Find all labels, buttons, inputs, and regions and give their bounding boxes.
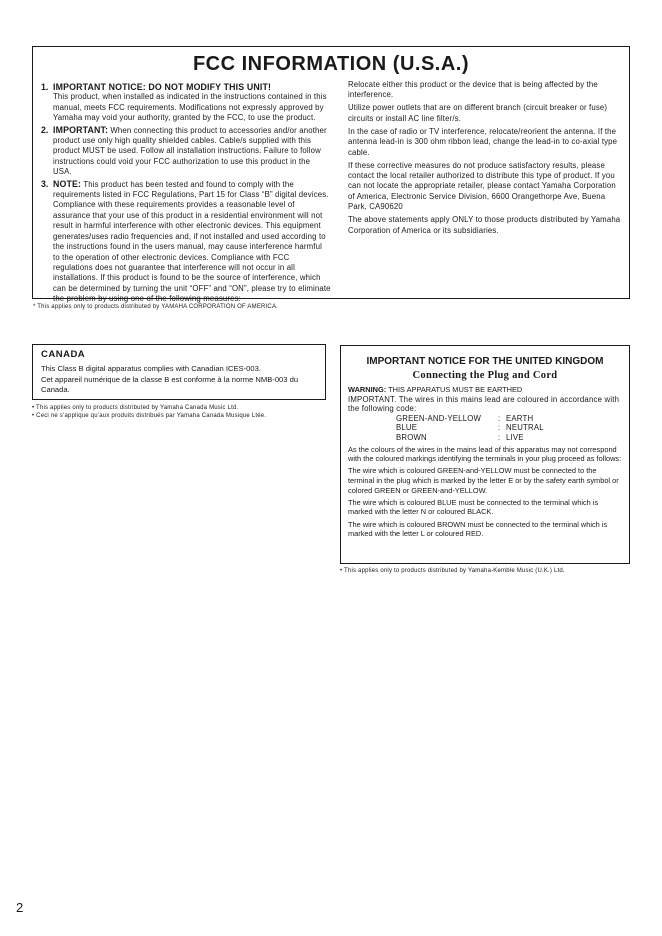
uk-footnote: • This applies only to products distributed by Yamaha-Kemble Music (U.K.) Ltd.: [340, 568, 565, 574]
fcc-measure-paragraph: Relocate either this product or the device that is being affected by the interference.: [348, 80, 598, 100]
wire-meaning: NEUTRAL: [506, 423, 544, 433]
uk-paragraph: As the colours of the wires in the mains lead of this apparatus may not correspond with the coloured markings identifying the terminals in your plug proceed as follows:: [348, 444, 622, 464]
canada-footnote: • Ceci ne s’applique qu’aux produits distribués par Yamaha Canada Musique Ltée.: [32, 413, 267, 419]
wire-meaning: LIVE: [506, 432, 524, 442]
uk-warning-text: THIS APPARATUS MUST BE EARTHED: [388, 385, 523, 394]
wire-row: [396, 433, 624, 443]
fcc-item-number: 3.: [41, 178, 49, 189]
uk-paragraph: The wire which is coloured BROWN must be connected to the terminal which is marked with the letter L or coloured RED.: [348, 519, 608, 539]
wire-meaning: EARTH: [506, 413, 534, 423]
fcc-measure-paragraph: In the case of radio or TV interference, relocate/reorient the antenna. If the antenna lead-in is 300 ohm ribbon lead, change the lead-in to co-axial type cable.: [348, 126, 618, 157]
wire-color: BLUE: [396, 423, 418, 433]
fcc-title: FCC INFORMATION (U.S.A.): [192, 53, 470, 75]
fcc-item-text: This product has been tested and found to comply with the requirements listed in FCC Regulations, Part 15 for Class “B” digital devices. Compliance with these requirements provides a reasonable level of assurance that your use of this product in a residential environment will not result in harmful interference with other electronic devices. This equipment generates/uses radio frequencies and, if not installed and used according to the instructions found in the users manual, may cause interference harmful to the operation of other electronic devices. Compliance with FCC regulations does not guarantee that interference will not occur in all installations. If this product is found to be the source of interference, which can be determined by turning the unit “OFF” and “ON”, please try to eliminate the problem by using one of the following measures:: [53, 179, 331, 304]
uk-warning: [348, 385, 624, 395]
fcc-measure-paragraph: Utilize power outlets that are on different branch (circuit breaker or fuse) circuits or install AC line filter/s.: [348, 103, 608, 123]
wire-separator: :: [498, 413, 501, 423]
wire-separator: :: [498, 423, 501, 433]
fcc-measure-paragraph: The above statements apply ONLY to those products distributed by Yamaha Corporation of America or its subsidiaries.: [348, 215, 621, 235]
wire-color: BROWN: [396, 432, 427, 442]
fcc-item-number: 2.: [41, 124, 49, 135]
uk-title: IMPORTANT NOTICE FOR THE UNITED KINGDOM: [366, 356, 604, 367]
fcc-item-3: [41, 179, 331, 305]
canada-title: CANADA: [41, 349, 86, 360]
fcc-item-number: 1.: [41, 82, 49, 92]
fcc-item-heading: IMPORTANT NOTICE: DO NOT MODIFY THIS UNIT!: [53, 82, 272, 92]
canada-paragraph: Cet appareil numérique de la classe B est conforme à la norme NMB-003 du Canada.: [41, 375, 299, 394]
fcc-notice-list: [41, 82, 331, 306]
uk-notice-box: [340, 345, 630, 564]
uk-body: [348, 385, 624, 541]
uk-paragraph: The wire which is coloured BLUE must be connected to the terminal which is marked with the letter N or coloured BLACK.: [348, 497, 599, 517]
canada-body: [41, 364, 319, 396]
fcc-item-2: [41, 125, 331, 178]
uk-paragraph: The wire which is coloured GREEN-and-YELLOW must be connected to the terminal in the plug which is marked by the letter E or by the safety earth symbol or colored GREEN or GREEN-and-YELLOW.: [348, 466, 619, 495]
fcc-information-box: [32, 46, 630, 304]
canada-paragraph: This Class B digital apparatus complies with Canadian ICES-003.: [41, 364, 261, 373]
uk-warning-label: WARNING:: [348, 385, 387, 394]
uk-wire-code-table: [396, 414, 624, 443]
uk-important: IMPORTANT. The wires in this mains lead are coloured in accordance with the following code:: [348, 394, 620, 414]
fcc-item-heading: NOTE:: [53, 178, 82, 189]
fcc-item-text: When connecting this product to accessories and/or another product use only high quality shielded cables. Cable/s supplied with this product MUST be used. Follow all installation instructions. Failure to follow instructions could void your FCC authorization to use this product in the USA.: [53, 125, 327, 177]
uk-subtitle: Connecting the Plug and Cord: [412, 370, 558, 381]
canada-notice-box: [32, 344, 326, 400]
wire-separator: :: [498, 432, 501, 442]
fcc-measure-paragraph: If these corrective measures do not produce satisfactory results, please contact the local retailer authorized to distribute this type of product. If you can not locate the appropriate retailer, please contact Yamaha Corporation of America, Electronic Service Division, 6600 Orangethorpe Ave, Buena Park, CA90620: [348, 160, 616, 212]
wire-color: GREEN-AND-YELLOW: [396, 413, 482, 423]
fcc-measures: [348, 80, 624, 239]
fcc-item-heading: IMPORTANT:: [53, 124, 109, 135]
page-number: 2: [16, 900, 24, 915]
fcc-item-text: This product, when installed as indicated in the instructions contained in this manual, meets FCC requirements. Modifications not expressly approved by Yamaha may void your authority, granted by the FCC, to use the product.: [53, 92, 327, 123]
wire-row: [396, 423, 624, 433]
wire-row: [396, 414, 624, 424]
canada-footnote: • This applies only to products distributed by Yamaha Canada Music Ltd.: [32, 405, 239, 411]
fcc-footnote: * This applies only to products distributed by YAMAHA CORPORATION OF AMERICA.: [33, 304, 279, 310]
fcc-item-1: [41, 82, 331, 124]
